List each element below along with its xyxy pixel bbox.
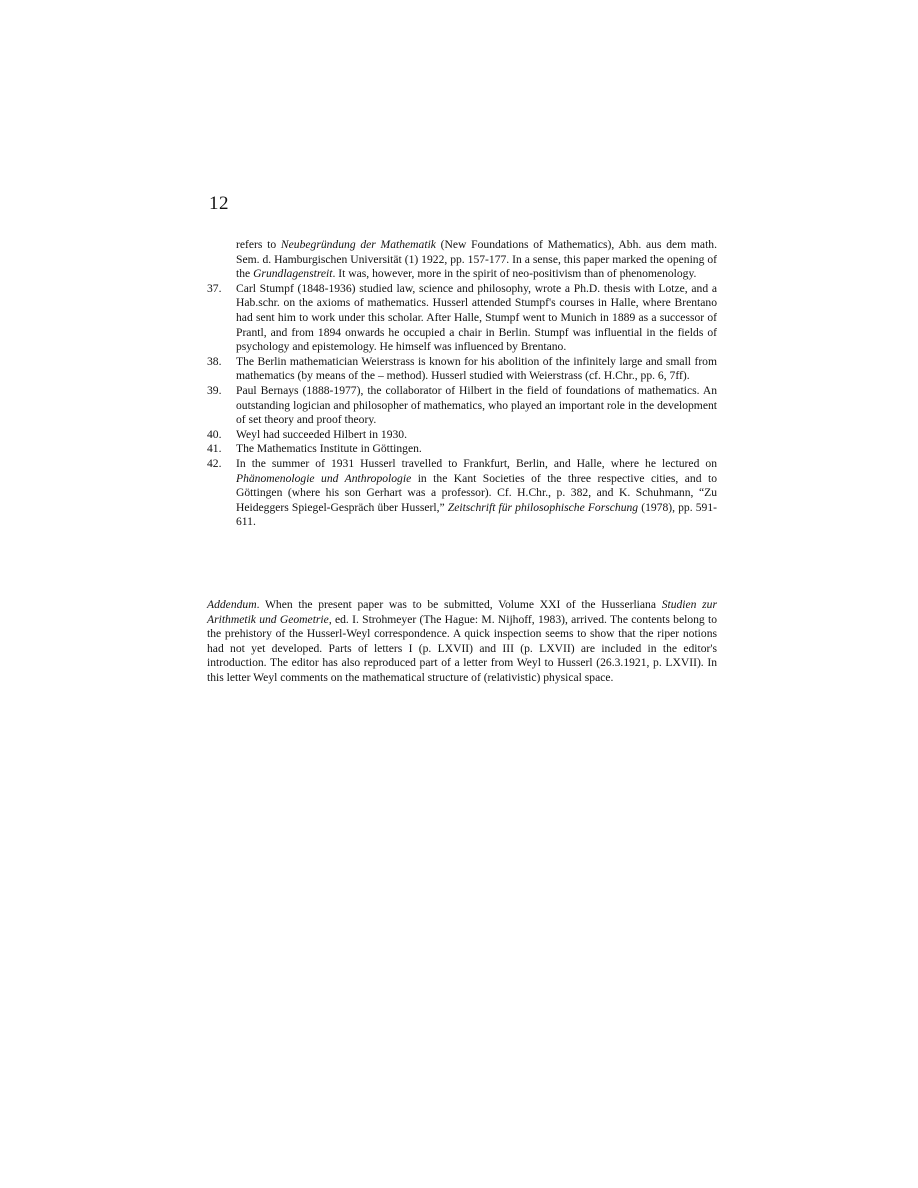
footnote-text: The Berlin mathematician Weierstrass is known for his abolition of the infinitely large and small from mathematics (by means of the – method). Husserl studied with Weierstrass (cf. H.Chr., pp. 6, 7ff).: [236, 354, 717, 383]
continued-note: [207, 238, 717, 282]
footnote-number: 40.: [207, 427, 222, 441]
footnote-40: [207, 428, 717, 443]
footnote-42-text-1: In the summer of 1931 Husserl travelled to Frankfurt, Berlin, and Halle, where he lectured on: [236, 456, 717, 470]
footnote-text: Weyl had succeeded Hilbert in 1930.: [236, 427, 407, 441]
footnote-39: [207, 384, 717, 428]
continued-note-title-2: Grundlagenstreit: [253, 267, 333, 281]
footnote-number: 37.: [207, 281, 222, 295]
addendum-label: Addendum: [207, 598, 257, 611]
footnote-text: [236, 457, 717, 530]
footnote-42-text-2: in the Kant Societies of the three respective cities, and to Göttingen (where his son Gerhart was a professor). Cf. H.Chr., p. 382, and K. Schuhmann, “Zu Heideggers Spiegel-Gespräch über Husserl,”: [236, 471, 718, 514]
continued-note-text-1: refers to: [236, 238, 281, 251]
footnote-41: [207, 442, 717, 457]
footnote-42-title-1: Phänomenologie und Anthropologie: [236, 471, 412, 485]
footnote-number: 39.: [207, 383, 222, 397]
footnote-42-title-2: Zeitschrift für philosophische Forschung: [447, 500, 639, 514]
addendum-text-2: , ed. I. Strohmeyer (The Hague: M. Nijhoff, 1983), arrived. The contents belong to the prehistory of the Husserl-Weyl correspondence. A quick inspection seems to show that the riper notions had not yet developed. Parts of letters I (p. LXVII) and III (p. LXVII) are included in the editor's introduction. The editor has also reproduced part of a letter from Weyl to Husserl (26.3.1921, p. LXVII). In this letter Weyl comments on the mathematical structure of (relativistic) physical space.: [207, 612, 718, 684]
page-number: 12: [209, 193, 229, 214]
footnote-42-text-3: (1978), pp. 591-611.: [236, 500, 717, 529]
footnote-37: [207, 282, 717, 355]
addendum-paragraph: [207, 598, 717, 686]
continued-note-text-2: (New Foundations of Mathematics), Abh. aus dem math. Sem. d. Hamburgischen Universität (1) 1922, pp. 157-177. In a sense, this paper marked the opening of the: [236, 238, 717, 281]
footnote-number: 38.: [207, 354, 222, 368]
footnote-text: Paul Bernays (1888-1977), the collaborator of Hilbert in the field of foundations of mathematics. An outstanding logician and philosopher of mathematics, who played an important role in the development of set theory and proof theory.: [236, 383, 717, 427]
footnote-text: The Mathematics Institute in Göttingen.: [236, 442, 422, 456]
footnote-38: [207, 355, 717, 384]
addendum-title: Studien zur Arithmetik und Geometrie: [207, 598, 717, 626]
footnote-number: 41.: [207, 442, 222, 456]
addendum-text-1: . When the present paper was to be submitted, Volume XXI of the Husserliana: [256, 598, 662, 611]
footnote-42: [207, 457, 717, 530]
footnote-number: 42.: [207, 456, 222, 470]
footnotes: [207, 238, 717, 530]
continued-note-text-3: . It was, however, more in the spirit of neo-positivism than of phenomenology.: [332, 267, 697, 281]
continued-note-title-1: Neubegründung der Mathematik: [280, 238, 436, 251]
footnote-text: Carl Stumpf (1848-1936) studied law, science and philosophy, wrote a Ph.D. thesis with Lotze, and a Hab.schr. on the axioms of mathematics. Husserl attended Stumpf's courses in Halle, where Brentano had sent him to work under this scholar. After Halle, Stumpf went to Munich in 1889 as a successor of Prantl, and from 1894 onwards he occupied a chair in Berlin. Stumpf was influential in the fields of psychology and epistemology. He himself was influenced by Brentano.: [236, 281, 717, 354]
